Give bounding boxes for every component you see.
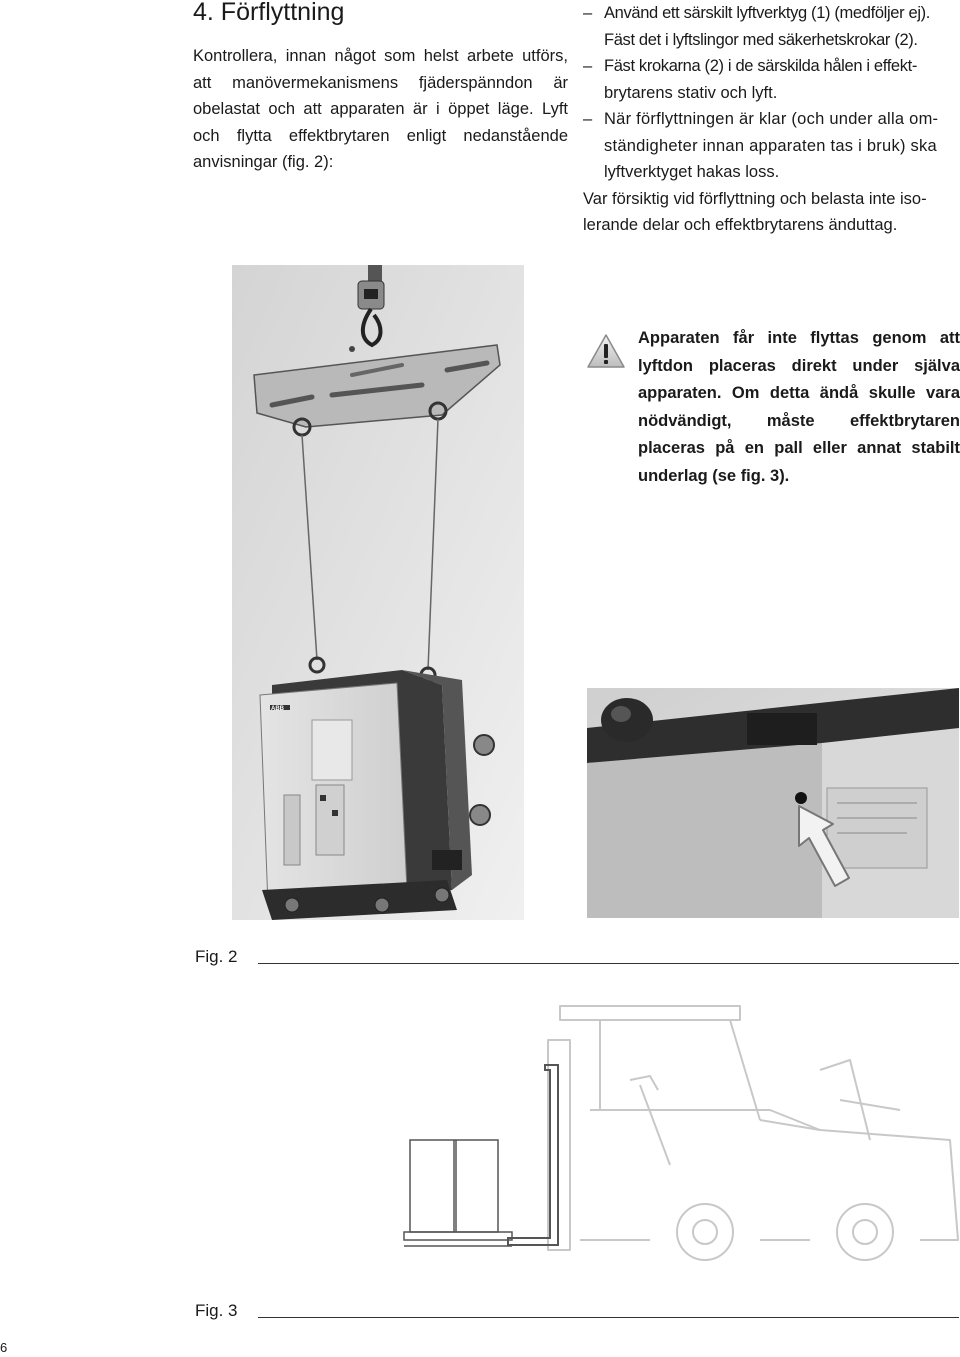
breaker-logo: ABB [271,706,284,712]
step-2-continuation: brytarens stativ och lyft. [604,83,778,102]
fig-2-caption: Fig. 2 [195,947,238,966]
step-2: – Fäst krokarna (2) i de särskilda hålen i effekt- [583,57,918,75]
fig-3-rule [258,1317,959,1318]
fig-3-caption: Fig. 3 [195,1301,238,1320]
instruction-list [583,0,959,239]
step-3-continuation-2: lyftverktyget hakas loss. [604,163,780,181]
step-3: – När förflyttningen är klar (och under alla om- [583,110,939,128]
hook-detail-photo [587,688,959,918]
fig-2-rule [258,963,959,964]
section-heading: 4. Förflyttning [193,0,345,26]
step-3-continuation: ständigheter innan apparaten tas i bruk) ska [604,136,937,155]
caution-note: Var försiktig vid förflyttning och belasta inte iso- [583,189,927,208]
caution-note-continuation: lerande delar och effektbrytarens änduttag. [583,216,898,234]
warning-triangle-icon [586,333,626,369]
intro-paragraph: Kontrollera, innan något som helst arbete utförs, att manövermekanismens fjäderspänndon är obelastat och att apparaten är i öppet läge. Lyft och flytta effektbrytaren enligt nedanstående anvisningar (fig. 2): [193,47,568,171]
forklift-drawing [400,1000,960,1262]
lifting-photo [232,265,524,920]
page-number: 6 [0,1340,8,1355]
warning-text: Apparaten får inte flyttas genom att lyftdon placeras direkt under själva apparaten. Om detta ändå skulle vara nödvändigt, måste effektbrytaren placeras på en pall eller annat stabilt underlag (se fig. 3). [638,329,960,485]
step-1-continuation: Fäst det i lyftslingor med säkerhetskrokar (2). [604,30,918,49]
step-1: – Använd ett särskilt lyftverktyg (1) (medföljer ej). [583,4,931,22]
